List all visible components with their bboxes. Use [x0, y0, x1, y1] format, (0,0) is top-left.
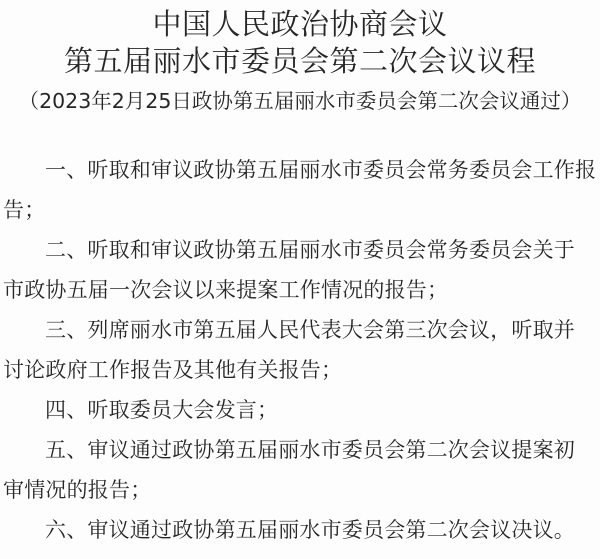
agenda-item-6-line-1: 六、审议通过政协第五届丽水市委员会第二次会议决议。 — [45, 518, 575, 542]
agenda-item-4-line-1: 四、听取委员大会发言； — [45, 398, 279, 422]
agenda-item-5-line-2: 审情况的报告； — [3, 478, 152, 502]
agenda-item-1-line-1: 一、听取和审议政协第五届丽水市委员会常务委员会工作报 — [45, 158, 597, 182]
agenda-item-1-line-2: 告； — [3, 198, 46, 222]
agenda-item-4 — [3, 390, 598, 430]
document-title-line2: 第五届丽水市委员会第二次会议议程 — [63, 44, 536, 78]
agenda-item-2-line-1: 二、听取和审议政协第五届丽水市委员会常务委员会关于 — [45, 238, 575, 262]
document-subtitle: （2023年2月25日政协第五届丽水市委员会第二次会议通过） — [18, 89, 582, 113]
agenda-list — [0, 150, 600, 550]
agenda-item-2-line-2: 市政协五届一次会议以来提案工作情况的报告； — [3, 278, 449, 302]
agenda-item-5 — [3, 430, 598, 510]
document-title — [0, 6, 600, 80]
agenda-item-5-line-1: 五、审议通过政协第五届丽水市委员会第二次会议提案初 — [45, 438, 575, 462]
agenda-item-3-line-2: 讨论政府工作报告及其他有关报告； — [3, 358, 343, 382]
agenda-item-2 — [3, 230, 598, 310]
agenda-item-3 — [3, 310, 598, 390]
agenda-item-3-line-1: 三、列席丽水市第五届人民代表大会第三次会议，听取并 — [45, 318, 575, 342]
agenda-item-6 — [3, 510, 598, 550]
document-title-line1: 中国人民政治协商会议 — [152, 7, 448, 41]
agenda-item-1 — [3, 150, 598, 230]
